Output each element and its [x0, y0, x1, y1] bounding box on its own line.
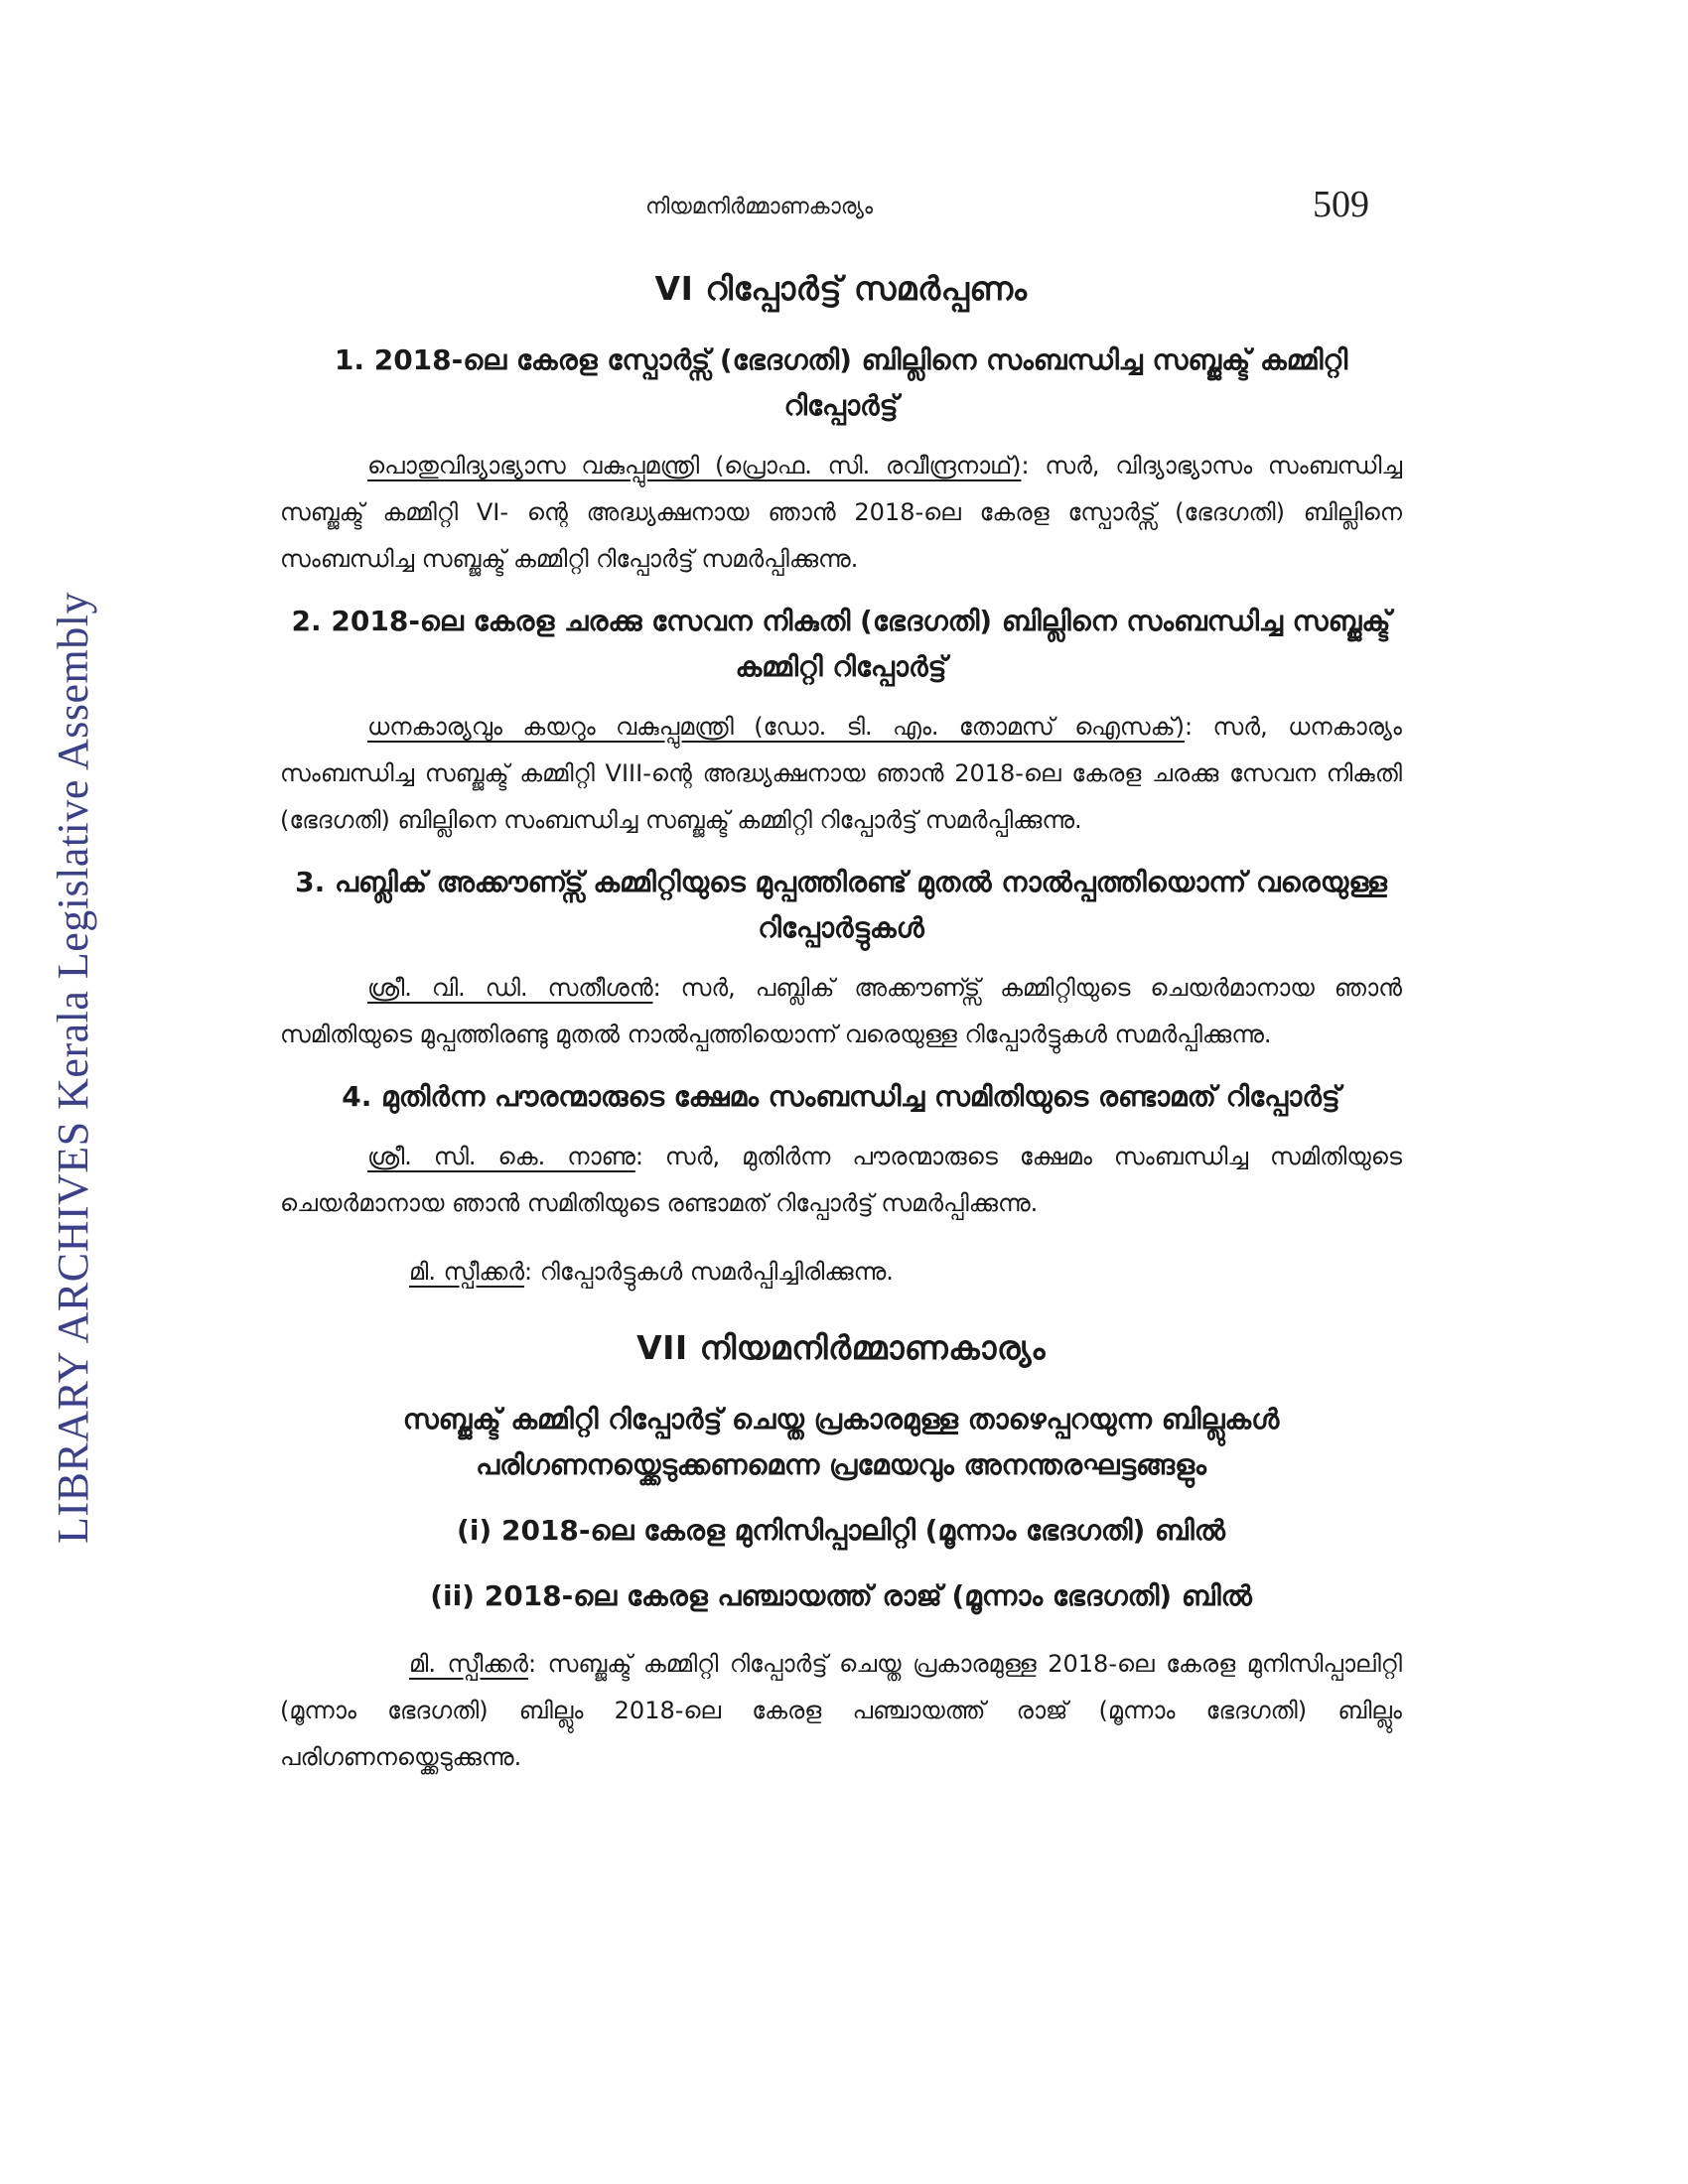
running-head: നിയമനിർമ്മാണകാര്യം	[645, 195, 874, 219]
speech-paragraph-4	[280, 1134, 1402, 1227]
page-body	[280, 266, 1402, 1811]
item-heading-1: 1. 2018-ലെ കേരള സ്പോർട്സ് (ഭേദഗതി) ബില്ലിനെ സംബന്ധിച്ച സബ്ജക്ട് കമ്മിറ്റി റിപ്പോർട്ട്	[334, 343, 1348, 422]
speech-paragraph-3	[280, 965, 1402, 1058]
speaker-name: ശ്രീ. വി. ഡി. സതീശൻ	[367, 974, 653, 1002]
item-heading-2: 2. 2018-ലെ കേരള ചരക്കു സേവന നികുതി (ഭേദഗതി) ബില്ലിനെ സംബന്ധിച്ച സബ്ജക്ട് കമ്മിറ്റി റിപ്പോർട്ട്	[291, 605, 1391, 683]
speaker-name: മി. സ്പീക്കർ	[409, 1258, 525, 1286]
speaker-name: ധനകാര്യവും കയറും വകുപ്പുമന്ത്രി (ഡോ. ടി. എം. തോമസ് ഐസക്)	[367, 713, 1186, 741]
item-heading-4: 4. മുതിർന്ന പൗരന്മാരുടെ ക്ഷേമം സംബന്ധിച്ച സമിതിയുടെ രണ്ടാമത് റിപ്പോർട്ട്	[342, 1080, 1340, 1113]
speaker-motion-paragraph	[280, 1641, 1402, 1781]
speaker-name: മി. സ്പീക്കർ	[409, 1650, 528, 1678]
speech-text: : സർ, വിദ്യാഭ്യാസം സംബന്ധിച്ച സബ്ജക്ട് കമ്മിറ്റി VI- ന്റെ അദ്ധ്യക്ഷനായ ഞാൻ 2018-ലെ കേരള സ്പോർട്സ് (ഭേദഗതി) ബില്ലിനെ സംബന്ധിച്ച സബ്ജക്ട് കമ്മിറ്റി റിപ്പോർട്ട് സമർപ്പിക്കുന്നു.	[280, 452, 1402, 573]
section-heading-legislative-business: VII നിയമനിർമ്മാണകാര്യം	[636, 1328, 1046, 1367]
speech-text: : സബ്ജക്ട് കമ്മിറ്റി റിപ്പോർട്ട് ചെയ്ത പ്രകാരമുള്ള 2018-ലെ കേരള മുനിസിപ്പാലിറ്റി (മൂന്നാം ഭേദഗതി) ബില്ലും 2018-ലെ കേരള പഞ്ചായത്ത് രാജ് (മൂന്നാം ഭേദഗതി) ബില്ലും പരിഗണനയ്ക്കെടുക്കുന്നു.	[280, 1650, 1402, 1771]
bill-heading-panchayat-raj: (ii) 2018-ലെ കേരള പഞ്ചായത്ത് രാജ് (മൂന്നാം ഭേദഗതി) ബിൽ	[430, 1579, 1252, 1612]
bill-heading-municipality: (i) 2018-ലെ കേരള മുനിസിപ്പാലിറ്റി (മൂന്നാം ഭേദഗതി) ബിൽ	[457, 1514, 1225, 1547]
archive-watermark: LIBRARY ARCHIVES Kerala Legislative Assembly	[49, 592, 97, 1544]
speech-paragraph-1	[280, 443, 1402, 583]
speech-text: : സർ, ധനകാര്യം സംബന്ധിച്ച സബ്ജക്ട് കമ്മിറ്റി VIII-ന്റെ അദ്ധ്യക്ഷനായ ഞാൻ 2018-ലെ കേരള ചരക്കു സേവന നികുതി (ഭേദഗതി) ബില്ലിനെ സംബന്ധിച്ച സബ്ജക്ട് കമ്മിറ്റി റിപ്പോർട്ട് സമർപ്പിക്കുന്നു.	[280, 713, 1402, 834]
item-heading-3: 3. പബ്ലിക് അക്കൗണ്ട്സ് കമ്മിറ്റിയുടെ മുപ്പത്തിരണ്ട് മുതൽ നാൽപ്പത്തിയൊന്ന് വരെയുള്ള റിപ്പോർട്ടുകൾ	[295, 866, 1387, 944]
speaker-name: ശ്രീ. സി. കെ. നാണു	[367, 1143, 635, 1170]
speech-text: : സർ, പബ്ലിക് അക്കൗണ്ട്സ് കമ്മിറ്റിയുടെ ചെയർമാനായ ഞാൻ സമിതിയുടെ മുപ്പത്തിരണ്ടു മുതൽ നാൽപ്പത്തിയൊന്ന് വരെയുള്ള റിപ്പോർട്ടുകൾ സമർപ്പിക്കുന്നു.	[280, 974, 1402, 1048]
motion-subheading: സബ്ജക്ട് കമ്മിറ്റി റിപ്പോർട്ട് ചെയ്ത പ്രകാരമുള്ള താഴെപ്പറയുന്ന ബില്ലുകൾ പരിഗണനയ്ക്കെടുക്കണമെന്ന പ്രമേയവും അനന്തരഘട്ടങ്ങളും	[402, 1403, 1280, 1481]
speech-text: : റിപ്പോർട്ടുകൾ സമർപ്പിച്ചിരിക്കുന്നു.	[524, 1258, 894, 1286]
speech-paragraph-2	[280, 704, 1402, 844]
speech-text: : സർ, മുതിർന്ന പൗരന്മാരുടെ ക്ഷേമം സംബന്ധിച്ച സമിതിയുടെ ചെയർമാനായ ഞാൻ സമിതിയുടെ രണ്ടാമത് റിപ്പോർട്ട് സമർപ്പിക്കുന്നു.	[280, 1143, 1403, 1217]
page-number: 509	[1313, 184, 1369, 225]
speaker-closing-remark	[280, 1249, 1402, 1296]
section-heading-report-presentation: VI റിപ്പോർട്ട് സമർപ്പണം	[654, 269, 1028, 308]
speaker-name: പൊതുവിദ്യാഭ്യാസ വകുപ്പുമന്ത്രി (പ്രൊഫ. സി. രവീന്ദ്രനാഥ്)	[367, 452, 1022, 479]
